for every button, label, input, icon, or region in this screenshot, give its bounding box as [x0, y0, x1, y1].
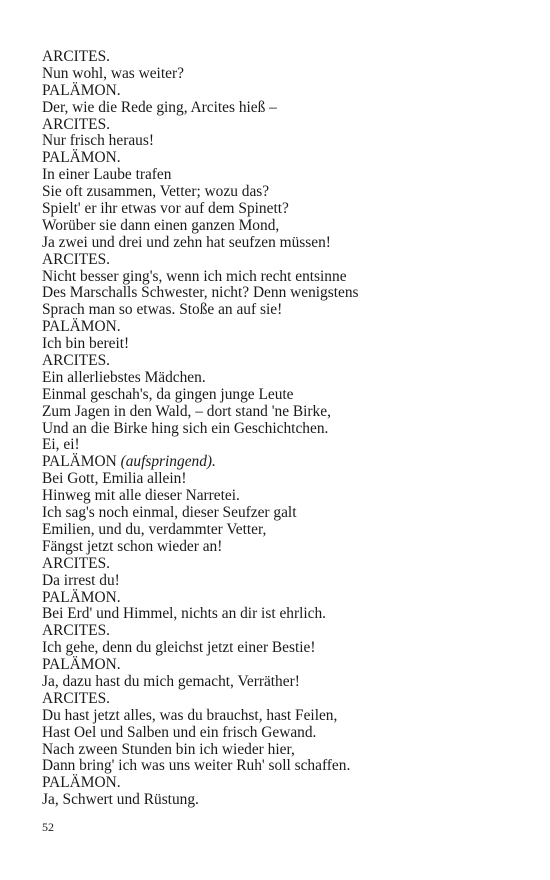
speaker-name — [42, 623, 512, 640]
dialogue-line: Sprach man so etwas. Stoße an auf sie! — [42, 301, 283, 319]
dialogue-line: Bei Gott, Emilia allein! — [42, 470, 187, 488]
dialogue-line: Des Marschalls Schwester, nicht? Denn wenigstens — [42, 284, 359, 302]
dialogue-line: Worüber sie dann einen ganzen Mond, — [42, 216, 280, 234]
speaker-label: PALÄMON. — [42, 318, 121, 336]
speaker-name — [42, 83, 512, 100]
play-text — [42, 49, 512, 809]
dialogue-line: Dann bring' ich was uns weiter Ruh' soll schaffen. — [42, 757, 351, 775]
speaker-label: ARCITES. — [42, 689, 110, 707]
speaker-name — [42, 454, 512, 471]
dialogue-line: Emilien, und du, verdammter Vetter, — [42, 520, 267, 538]
dialogue-line: Einmal geschah's, da gingen junge Leute — [42, 385, 294, 403]
dialogue-line: Spielt' er ihr etwas vor auf dem Spinett? — [42, 200, 289, 218]
speaker-label: PALÄMON. — [42, 149, 121, 167]
speaker-label: ARCITES. — [42, 554, 110, 572]
dialogue-line: Nach zween Stunden bin ich wieder hier, — [42, 740, 295, 758]
speaker-label: ARCITES. — [42, 622, 110, 640]
speaker-name — [42, 691, 512, 708]
dialogue-line: Du hast jetzt alles, was du brauchst, hast Feilen, — [42, 706, 338, 724]
dialogue-line: Sie oft zusammen, Vetter; wozu das? — [42, 183, 270, 201]
dialogue-line: Ein allerliebstes Mädchen. — [42, 368, 206, 386]
speaker-name — [42, 150, 512, 167]
speaker-name — [42, 353, 512, 370]
dialogue-line: Fängst jetzt schon wieder an! — [42, 537, 223, 555]
speaker-label: PALÄMON. — [42, 656, 121, 674]
speaker-label: ARCITES. — [42, 352, 110, 370]
speaker-name — [42, 49, 512, 66]
dialogue-line: Ei, ei! — [42, 436, 80, 454]
dialogue-line: Zum Jagen in den Wald, – dort stand 'ne Birke, — [42, 402, 331, 420]
dialogue-line: Ich sag's noch einmal, dieser Seufzer galt — [42, 504, 297, 522]
page-number: 52 — [42, 820, 54, 834]
speaker-name — [42, 657, 512, 674]
speaker-name — [42, 775, 512, 792]
dialogue-line: Hinweg mit alle dieser Narretei. — [42, 487, 240, 505]
speaker-label: PALÄMON. — [42, 588, 121, 606]
dialogue-line: In einer Laube trafen — [42, 166, 172, 184]
dialogue-line: Bei Erd' und Himmel, nichts an dir ist ehrlich. — [42, 605, 327, 623]
speaker-name — [42, 252, 512, 269]
dialogue-line: Nur frisch heraus! — [42, 132, 154, 150]
dialogue-line: Nicht besser ging's, wenn ich mich recht entsinne — [42, 267, 347, 285]
dialogue-line: Da irrest du! — [42, 571, 120, 589]
dialogue-line: Ja zwei und drei und zehn hat seufzen müssen! — [42, 233, 331, 251]
dialogue-line: Ja, dazu hast du mich gemacht, Verräther! — [42, 672, 300, 690]
dialogue-line: Nun wohl, was weiter? — [42, 64, 184, 82]
dialogue-line: Ich bin bereit! — [42, 335, 130, 353]
dialogue-line: Hast Oel und Salben und ein frisch Gewand. — [42, 723, 317, 741]
speaker-label: ARCITES. — [42, 250, 110, 268]
speaker-label: PALÄMON — [42, 453, 117, 471]
speaker-name — [42, 590, 512, 607]
speaker-label: PALÄMON. — [42, 81, 121, 99]
speaker-label: ARCITES. — [42, 115, 110, 133]
speaker-label: PALÄMON. — [42, 774, 121, 792]
dialogue-line: Ich gehe, denn du gleichst jetzt einer Bestie! — [42, 639, 316, 657]
dialogue-line: Und an die Birke hing sich ein Geschichtchen. — [42, 419, 329, 437]
dialogue-line: Ja, Schwert und Rüstung. — [42, 791, 199, 809]
speaker-name — [42, 319, 512, 336]
speaker-name — [42, 556, 512, 573]
dialogue-line: Der, wie die Rede ging, Arcites hieß – — [42, 98, 277, 116]
speaker-label: ARCITES. — [42, 48, 110, 65]
speaker-name — [42, 117, 512, 134]
stage-direction: (aufspringend). — [120, 453, 216, 471]
